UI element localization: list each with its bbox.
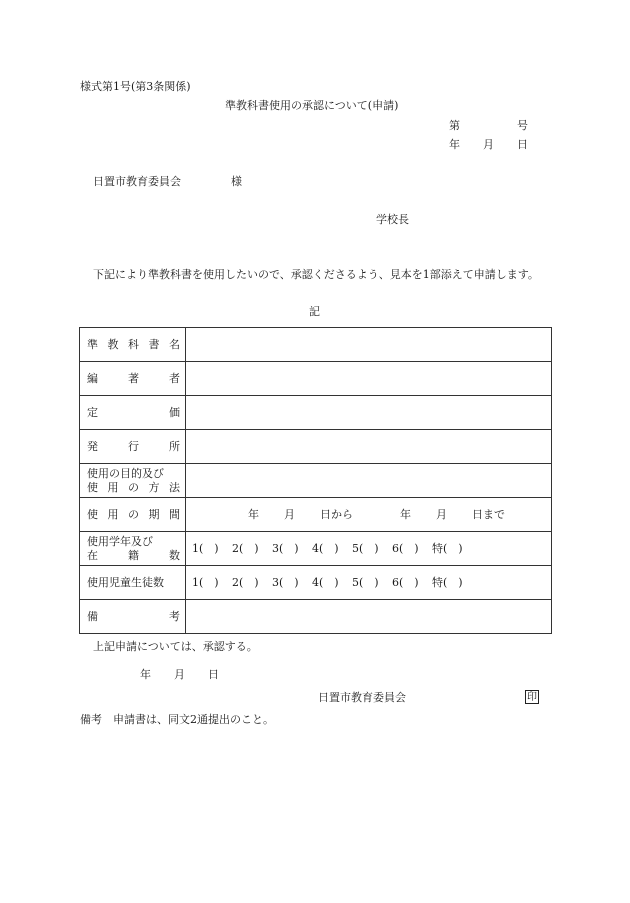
- textbook-name-field[interactable]: [186, 328, 552, 362]
- publisher-label: 発 行 所: [80, 430, 186, 464]
- grade-4-enrollment[interactable]: 4( ): [312, 541, 339, 555]
- application-table: [79, 327, 552, 634]
- remarks-note: 備考 申請書は、同文2通提出のこと。: [80, 713, 274, 726]
- children-count-label: 使用児童生徒数: [80, 566, 186, 600]
- price-field[interactable]: [186, 396, 552, 430]
- document-title: 準教科書使用の承認について(申請): [225, 99, 399, 112]
- addressee-board: 日置市教育委員会: [93, 175, 181, 188]
- purpose-field[interactable]: [186, 464, 552, 498]
- grade-2-count[interactable]: 2( ): [232, 575, 259, 589]
- special-enrollment[interactable]: 特( ): [432, 541, 463, 555]
- children-count-field[interactable]: [186, 566, 552, 600]
- addressee-honorific: 様: [231, 175, 242, 188]
- author-label: 編 著 者: [80, 362, 186, 396]
- remarks-label: 備 考: [80, 600, 186, 634]
- seal-stamp: 印: [527, 692, 537, 703]
- period-day-from: 日から: [320, 507, 353, 521]
- grade-6-enrollment[interactable]: 6( ): [392, 541, 419, 555]
- grade-enrollment-field[interactable]: [186, 532, 552, 566]
- number-suffix: 号: [517, 119, 528, 132]
- approval-day: 日: [208, 668, 219, 681]
- approval-board: 日置市教育委員会: [318, 691, 406, 704]
- body-text: 下記により準教科書を使用したいので、承認くださるよう、見本を1部添えて申請します。: [93, 268, 539, 281]
- author-field[interactable]: [186, 362, 552, 396]
- grade-3-count[interactable]: 3( ): [272, 575, 299, 589]
- sender-title: 学校長: [376, 213, 409, 226]
- publisher-field[interactable]: [186, 430, 552, 464]
- table-row: [80, 532, 552, 566]
- grade-1-enrollment[interactable]: 1( ): [192, 541, 219, 555]
- grade-2-enrollment[interactable]: 2( ): [232, 541, 259, 555]
- grade-6-count[interactable]: 6( ): [392, 575, 419, 589]
- table-row: [80, 498, 552, 532]
- approval-year: 年: [140, 668, 151, 681]
- special-count[interactable]: 特( ): [432, 575, 463, 589]
- period-label: 使 用 の 期 間: [80, 498, 186, 532]
- period-field[interactable]: [186, 498, 552, 532]
- table-row: [80, 464, 552, 498]
- grade-1-count[interactable]: 1( ): [192, 575, 219, 589]
- date-year: 年: [449, 138, 460, 151]
- period-month-to: 月: [436, 507, 447, 521]
- grade-5-count[interactable]: 5( ): [352, 575, 379, 589]
- table-row: [80, 396, 552, 430]
- period-day-to: 日まで: [472, 507, 505, 521]
- grade-enrollment-label: 使用学年及び 在 籍 数: [80, 532, 186, 566]
- textbook-name-label: 準 教 科 書 名: [80, 328, 186, 362]
- table-row: [80, 430, 552, 464]
- table-row: [80, 328, 552, 362]
- number-prefix: 第: [449, 119, 460, 132]
- period-year-to: 年: [400, 507, 411, 521]
- table-row: [80, 600, 552, 634]
- purpose-label: 使用の目的及び 使 用 の 方 法: [80, 464, 186, 498]
- approval-text: 上記申請については、承認する。: [93, 640, 258, 653]
- grade-4-count[interactable]: 4( ): [312, 575, 339, 589]
- form-number: 様式第1号(第3条関係): [80, 80, 191, 93]
- approval-month: 月: [174, 668, 185, 681]
- period-month-from: 月: [284, 507, 295, 521]
- date-month: 月: [483, 138, 494, 151]
- price-label: 定 価: [80, 396, 186, 430]
- period-year-from: 年: [248, 507, 259, 521]
- date-day: 日: [517, 138, 528, 151]
- remarks-field[interactable]: [186, 600, 552, 634]
- grade-5-enrollment[interactable]: 5( ): [352, 541, 379, 555]
- table-row: [80, 566, 552, 600]
- grade-3-enrollment[interactable]: 3( ): [272, 541, 299, 555]
- table-row: [80, 362, 552, 396]
- ki-heading: 記: [309, 305, 320, 318]
